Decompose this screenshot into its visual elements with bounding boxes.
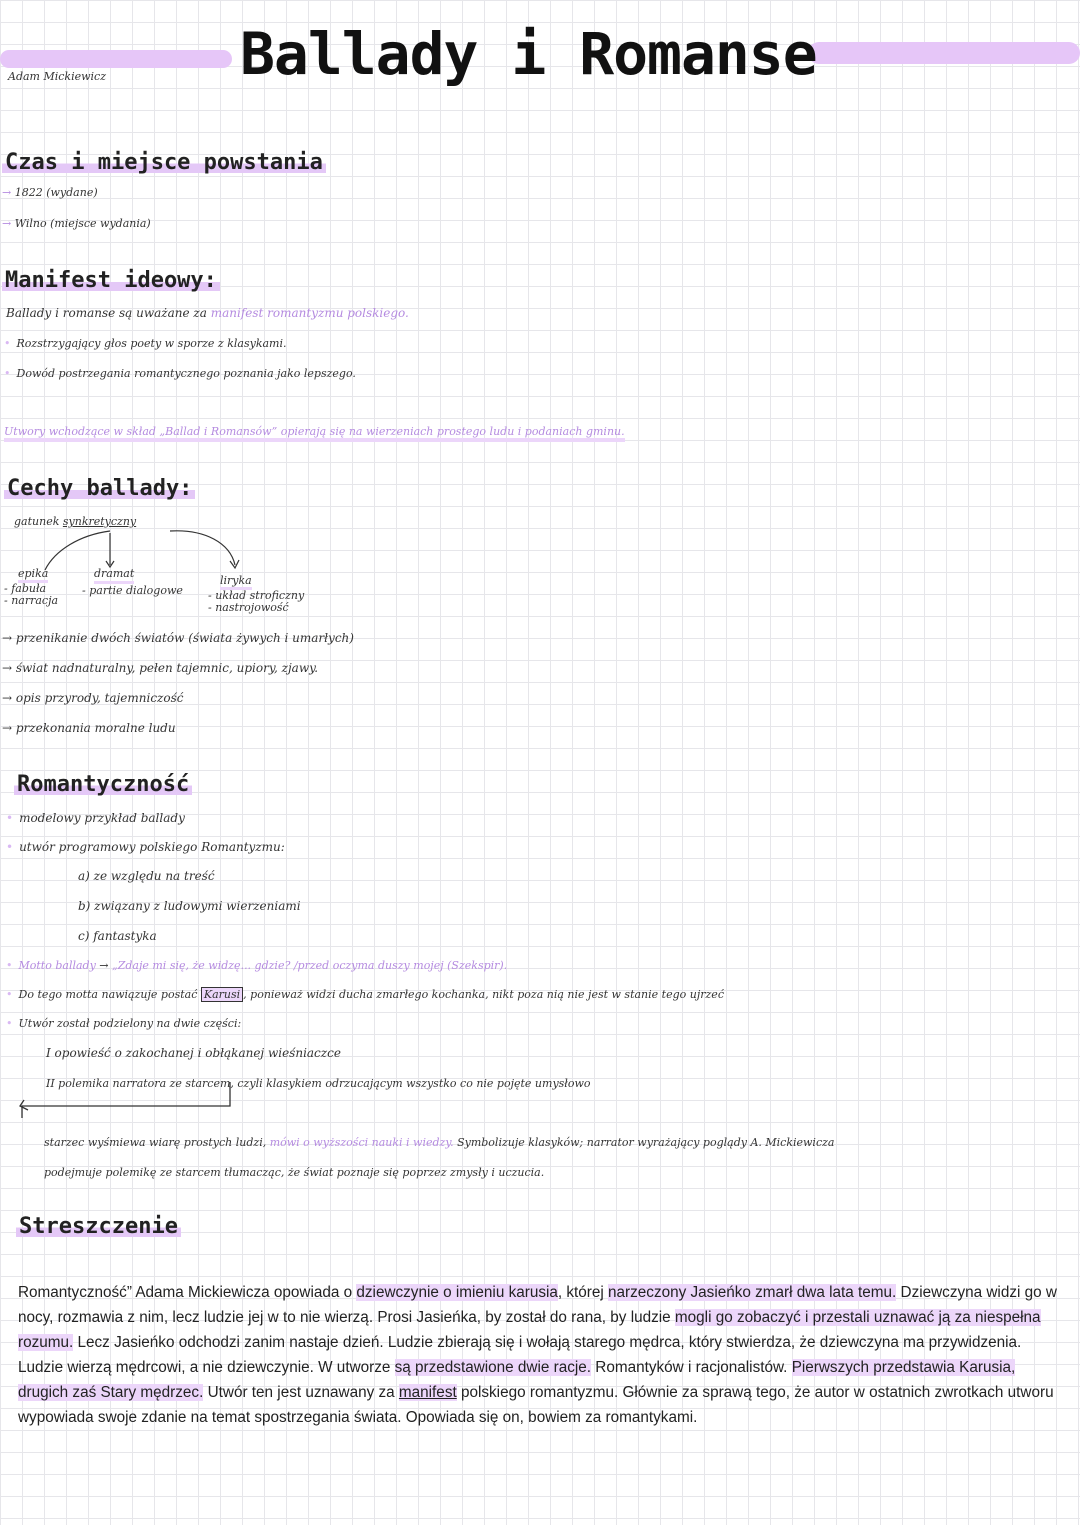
heading-romantycznosc: Romantyczność [14, 772, 192, 797]
branch-epika: epika - fabuła - narracja [4, 567, 59, 607]
feature-3: → opis przyrody, tajemniczość [2, 691, 184, 705]
rom-parts: • Utwór został podzielony na dwie części: [6, 1017, 241, 1030]
branch-liryka: liryka - układ stroficzny - nastrojowość [208, 574, 305, 614]
heading-manifest: Manifest ideowy: [2, 268, 220, 293]
rom-karusia: • Do tego motta nawiązuje postać Karusi , ponieważ widzi ducha zmarłego kochanka, nikt poza nią nie jest w stanie tego ujrzeć [6, 988, 724, 1001]
time-item-1: → 1822 (wydane) [2, 186, 98, 199]
rom-part-2: II polemika narratora ze starcem, czyli klasykiem odrzucającym wszystko co nie pojęte umysłowo [46, 1077, 591, 1090]
rom-sub-b: b) związany z ludowymi wierzeniami [78, 899, 301, 913]
heading-czas: Czas i miejsce powstania [2, 150, 326, 175]
branch-dramat: dramat - partie dialogowe [82, 567, 183, 597]
summary-paragraph: Romantyczność” Adama Mickiewicza opowiada o dziewczynie o imieniu karusia, której narzeczony Jasieńko zmarł dwa lata temu. Dziewczyna widzi go w nocy, rozmawia z nim, lecz ludzie jej w to nie wierzą. Prosi Jasieńka, by został do rana, by ludzie mogli go zobaczyć i przestali uznawać ją za niespełna rozumu. Lecz Jasieńko odchodzi zanim nastaje dzień. Ludzie zbierają się i wołają starego mędrca, który stwierdza, że dziewczyna ma przywidzenia. Ludzie wierzą mędrcowi, a nie dziewczynie. W utworze są przedstawione dwie racje. Romantyków i racjonalistów. Pierwszych przedstawia Karusia, drugich zaś Stary mędrzec. Utwór ten jest uznawany za manifest polskiego romantyzmu. Głównie za sprawą tego, że autor w ostatnich zwrotkach utworu wypowiada swoje zdanie na temat spostrzegania świata. Opowiada się on, bowiem za romantykami. [18, 1284, 1057, 1426]
header-bar-right [808, 42, 1080, 64]
feature-4: → przekonania moralne ludu [2, 721, 176, 735]
manifest-note: Utwory wchodzące w skład „Ballad i Romansów” opierają się na wierzeniach prostego ludu i podaniach gminu. [4, 425, 625, 442]
rom-sub-a: a) ze względu na treść [78, 869, 215, 883]
return-arrow-icon [16, 1080, 256, 1120]
feature-1: → przenikanie dwóch światów (świata żywych i umarłych) [2, 631, 354, 645]
heading-cechy: Cechy ballady: [4, 476, 195, 501]
starzec-line-2: podejmuje polemikę ze starcem tłumacząc, że świat poznaje się poprzez zmysły i uczucia. [44, 1166, 545, 1179]
feature-2: → świat nadnaturalny, pełen tajemnic, upiory, zjawy. [2, 661, 319, 675]
rom-sub-c: c) fantastyka [78, 929, 157, 943]
time-item-2: → Wilno (miejsce wydania) [2, 217, 151, 230]
genre-line: gatunek synkretyczny [14, 515, 137, 528]
rom-motto: • Motto ballady → „Zdaje mi się, że widzę... gdzie? /przed oczyma duszy mojej (Szekspir). [6, 959, 507, 972]
heading-streszczenie: Streszczenie [16, 1214, 181, 1239]
rom-bullet-1: • modelowy przykład ballady [6, 811, 185, 825]
starzec-line-1: starzec wyśmiewa wiarę prostych ludzi, mówi o wyższości nauki i wiedzy. Symbolizuje klasyków; narrator wyrażający poglądy A. Mickiewicza [44, 1136, 835, 1149]
manifest-line-1: Ballady i romanse są uważane za manifest romantyzmu polskiego. [6, 306, 409, 320]
rom-bullet-2: • utwór programowy polskiego Romantyzmu: [6, 840, 285, 854]
manifest-line-3: • Dowód postrzegania romantycznego poznania jako lepszego. [4, 367, 356, 380]
header-bar-left [0, 50, 232, 68]
page-title: Ballady i Romanse [240, 20, 817, 88]
rom-part-1: I opowieść o zakochanej i obłąkanej wieśniaczce [46, 1046, 341, 1060]
manifest-line-2: • Rozstrzygający głos poety w sporze z klasykami. [4, 337, 287, 350]
author-name: Adam Mickiewicz [8, 70, 106, 83]
